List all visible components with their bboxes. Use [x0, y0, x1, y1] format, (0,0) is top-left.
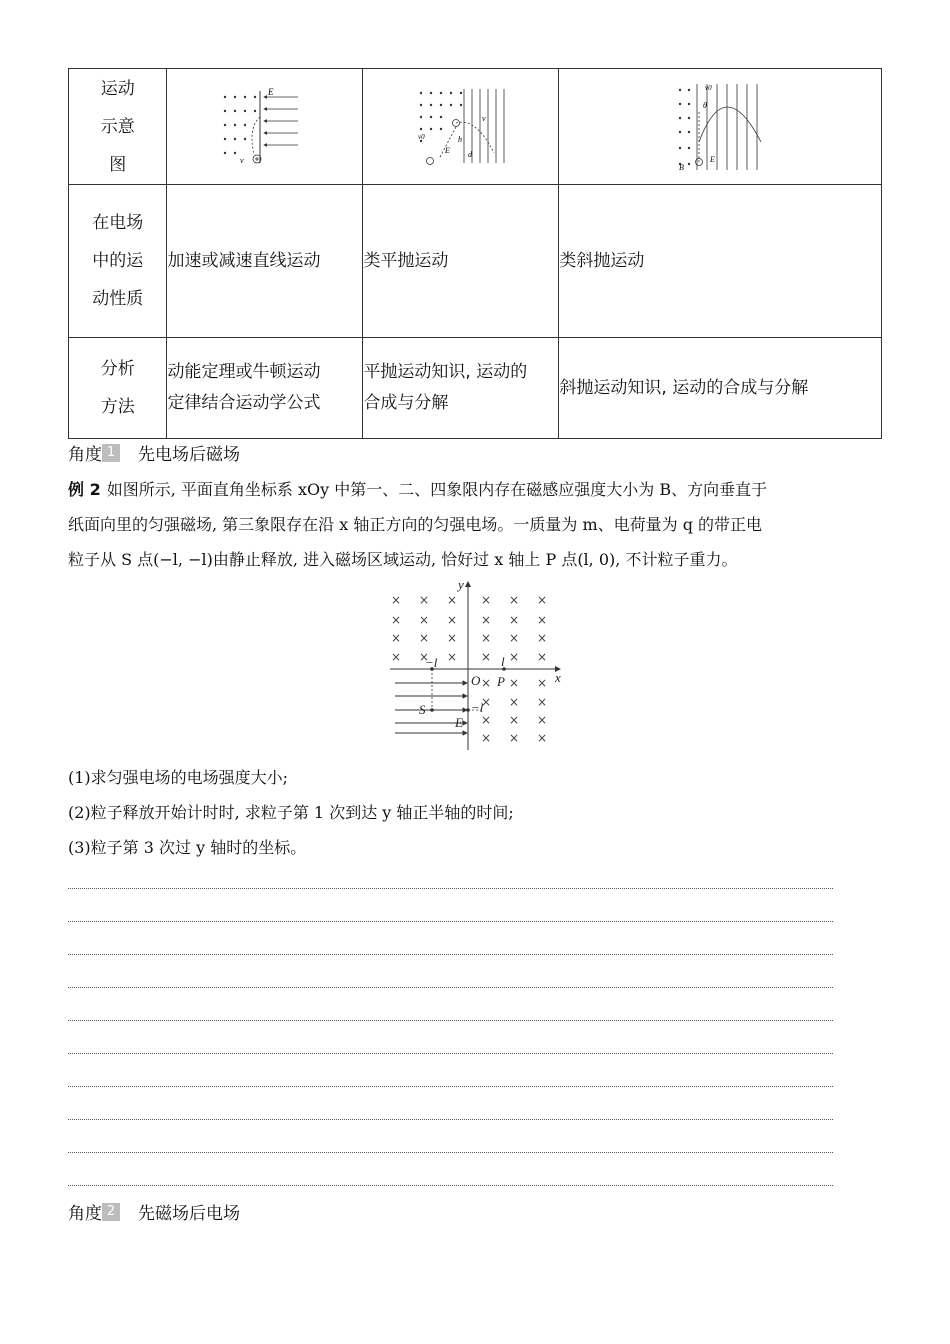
- answer-line[interactable]: [68, 1119, 833, 1120]
- answer-line[interactable]: [68, 921, 833, 922]
- neg-l-x-label: −l: [425, 655, 438, 670]
- oblique-motion-diagram: [675, 82, 765, 172]
- v0-label: v0: [417, 132, 425, 141]
- neg-l-y-label: −l: [471, 700, 484, 715]
- svg-text:×: ×: [509, 650, 520, 664]
- svg-text:×: ×: [419, 593, 430, 607]
- pos-l-label: l: [501, 654, 505, 669]
- angle-number-badge: 2: [102, 1203, 120, 1221]
- v-label: v0: [705, 83, 712, 92]
- question-3: (3)粒子第 3 次过 y 轴时的坐标。: [68, 838, 307, 857]
- field-e-label: E: [267, 86, 274, 97]
- answer-line[interactable]: [68, 987, 833, 988]
- svg-text:×: ×: [537, 613, 548, 627]
- svg-text:×: ×: [537, 631, 548, 645]
- svg-text:×: ×: [509, 695, 520, 709]
- velocity-v-label: v: [481, 113, 486, 123]
- parabolic-motion-diagram: [416, 87, 506, 167]
- x-axis-label: x: [555, 670, 561, 685]
- height-h-label: h: [457, 134, 462, 144]
- theta-label: θ: [703, 100, 708, 110]
- field-e-label: E: [444, 145, 450, 155]
- table-row: [69, 185, 882, 338]
- table-cell: 加速或减速直线运动: [167, 185, 363, 338]
- svg-text:×: ×: [391, 593, 402, 607]
- diagram-cell-oblique: [559, 69, 882, 185]
- svg-text:×: ×: [447, 613, 458, 627]
- svg-text:×: ×: [447, 631, 458, 645]
- comparison-table: [68, 68, 882, 439]
- svg-text:×: ×: [481, 731, 492, 745]
- answer-line[interactable]: [68, 1086, 833, 1087]
- svg-text:×: ×: [509, 631, 520, 645]
- svg-text:×: ×: [509, 613, 520, 627]
- svg-text:×: ×: [391, 650, 402, 664]
- field-b-label: B: [679, 162, 685, 172]
- table-cell: 类平抛运动: [363, 185, 559, 338]
- svg-text:×: ×: [509, 676, 520, 690]
- svg-text:×: ×: [419, 613, 430, 627]
- point-s-label: S: [419, 702, 426, 717]
- svg-text:×: ×: [537, 713, 548, 727]
- answer-line[interactable]: [68, 888, 833, 889]
- example-2-text: 例 2 如图所示, 平面直角坐标系 xOy 中第一、二、四象限内存在磁感应强度大小为 B、方向垂直于 纸面向里的匀强磁场, 第三象限存在沿 x 轴正方向的匀强电场。一质量为 m、电荷量为 q 的带正电 粒子从 S 点(−l, −l)由静止释放, 进入磁场区域运动, 恰好过 x 轴上 P 点(l, 0), 不计粒子重力。: [68, 480, 768, 569]
- table-cell: 平抛运动知识, 运动的 合成与分解: [363, 338, 559, 439]
- table-cell: 类斜抛运动: [559, 185, 882, 338]
- table-row: [69, 69, 882, 185]
- svg-text:×: ×: [537, 731, 548, 745]
- svg-text:×: ×: [481, 593, 492, 607]
- row-header: 运动 示意 图: [69, 69, 167, 185]
- svg-text:×: ×: [509, 593, 520, 607]
- point-p-label: P: [497, 674, 505, 689]
- svg-text:×: ×: [537, 676, 548, 690]
- field-e-label: E: [455, 715, 463, 730]
- linear-motion-diagram: [220, 87, 310, 167]
- field-e-label: E: [710, 154, 716, 164]
- diagram-cell-parabolic: [363, 69, 559, 185]
- table-row: [69, 338, 882, 439]
- answer-line[interactable]: [68, 1053, 833, 1054]
- svg-text:×: ×: [537, 593, 548, 607]
- svg-text:×: ×: [537, 695, 548, 709]
- question-1: (1)求匀强电场的电场强度大小;: [68, 768, 289, 787]
- answer-line[interactable]: [68, 1185, 833, 1186]
- y-axis-label: y: [458, 578, 464, 592]
- svg-text:×: ×: [419, 650, 430, 664]
- velocity-v-label: v: [239, 155, 244, 165]
- angle-1-heading: 角度 1 先电场后磁场: [68, 444, 240, 465]
- svg-text:×: ×: [419, 631, 430, 645]
- diagram-cell-linear: [167, 69, 363, 185]
- svg-text:×: ×: [391, 613, 402, 627]
- answer-line[interactable]: [68, 1152, 833, 1153]
- svg-text:×: ×: [509, 713, 520, 727]
- angle-number-badge: 1: [102, 444, 120, 462]
- answer-line[interactable]: [68, 954, 833, 955]
- table-cell: 动能定理或牛顿运动 定律结合运动学公式: [167, 338, 363, 439]
- svg-text:×: ×: [537, 650, 548, 664]
- svg-text:×: ×: [481, 676, 492, 690]
- svg-text:×: ×: [509, 731, 520, 745]
- answer-line[interactable]: [68, 1020, 833, 1021]
- svg-text:×: ×: [481, 695, 492, 709]
- svg-text:×: ×: [481, 650, 492, 664]
- svg-text:×: ×: [447, 650, 458, 664]
- svg-text:×: ×: [447, 593, 458, 607]
- svg-text:×: ×: [481, 713, 492, 727]
- example-label: 例 2: [68, 480, 101, 499]
- svg-text:×: ×: [481, 613, 492, 627]
- svg-text:×: ×: [481, 631, 492, 645]
- question-2: (2)粒子释放开始计时时, 求粒子第 1 次到达 y 轴正半轴的时间;: [68, 803, 514, 822]
- distance-d-label: d: [467, 149, 472, 159]
- svg-text:×: ×: [391, 631, 402, 645]
- origin-label: O: [471, 673, 481, 688]
- angle-2-heading: 角度 2 先磁场后电场: [68, 1203, 240, 1224]
- row-header: 在电场 中的运 动性质: [69, 185, 167, 338]
- table-cell: 斜抛运动知识, 运动的合成与分解: [559, 338, 882, 439]
- coordinate-figure: [385, 578, 570, 753]
- row-header: 分析 方法: [69, 338, 167, 439]
